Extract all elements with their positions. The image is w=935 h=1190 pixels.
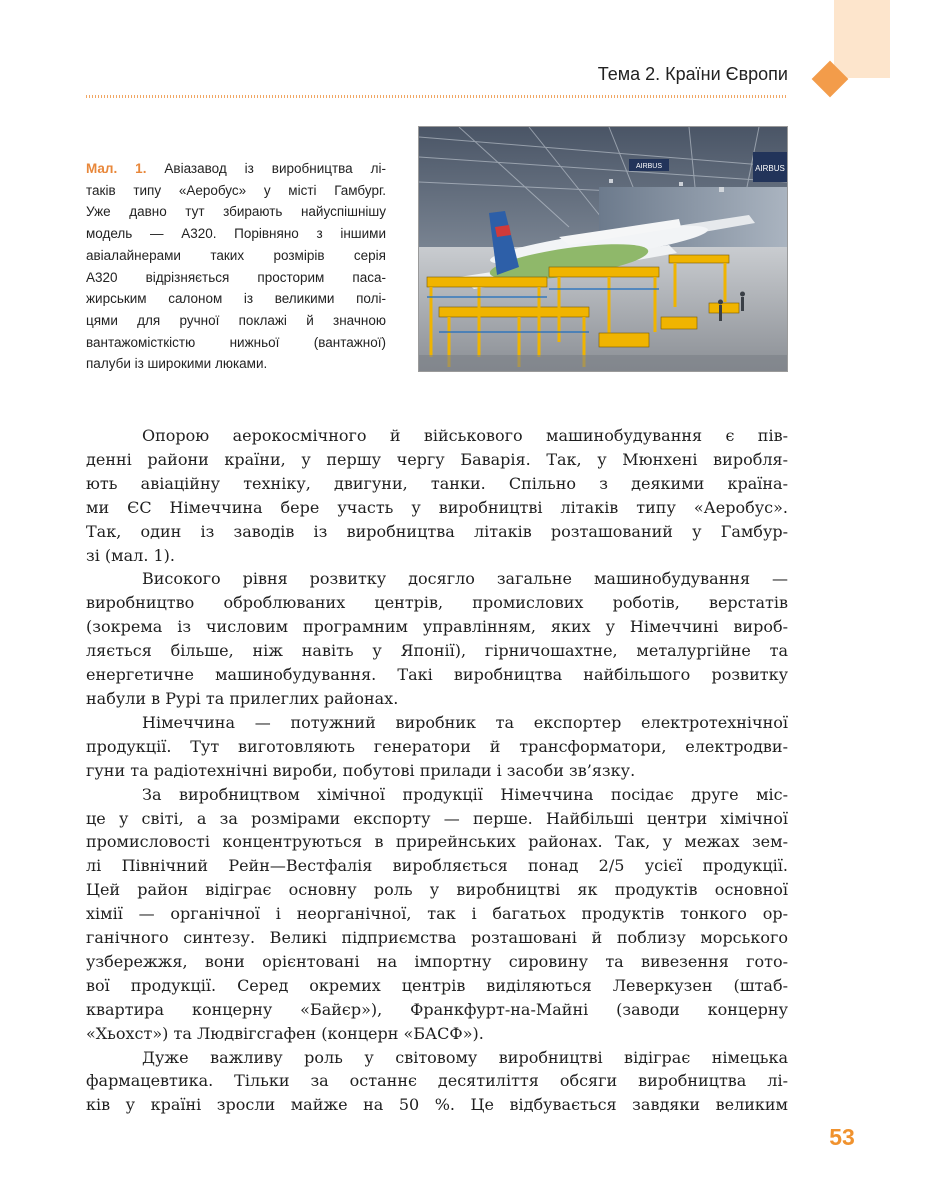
text-line: ганічного синтезу. Великі підприємства розташовані й поблизу морського <box>86 928 788 948</box>
text-line: набули в Рурі та прилеглих районах. <box>86 688 399 708</box>
text-line: фармацевтика. Тільки за останнє десятиліття обсяги виробництва лі- <box>86 1071 788 1091</box>
running-header-title: Тема 2. Країни Європи <box>597 64 788 84</box>
airbus-factory-photo <box>418 126 788 372</box>
caption-line: жирським салоном із великими полі- <box>86 291 386 307</box>
corner-tab-decoration <box>834 0 890 78</box>
caption-line: таків типу «Аеробус» у місті Гамбург. <box>86 182 386 198</box>
text-line: продукції. Тут виготовляють генератори й трансформатори, електродви- <box>86 736 788 756</box>
caption-line: А320 відрізняється просторим паса- <box>86 269 386 285</box>
text-line: узбережжя, вони орієнтовані на імпортну сировину та вивезення гото- <box>86 951 788 971</box>
text-line: вої продукції. Серед окремих центрів виділяються Леверкузен (штаб- <box>86 975 788 995</box>
text-line: ляється більше, ніж навіть у Японії), гірничошахтне, металургійне та <box>86 641 788 661</box>
text-line: За виробництвом хімічної продукції Німеччина посідає друге міс- <box>142 784 788 804</box>
body-text <box>86 424 788 1117</box>
caption-line: палуби із широкими люками. <box>86 356 268 372</box>
caption-line: Мал. 1. Авіазавод із виробництва лі- <box>86 161 386 176</box>
header-dotted-rule <box>86 95 788 98</box>
text-line: енергетичне машинобудування. Такі виробництва найбільшого розвитку <box>86 665 788 685</box>
text-line: ми ЄС Німеччина бере участь у виробництві літаків типу «Аеробус». <box>86 497 788 517</box>
text-line: (зокрема із числовим програмним управлінням, яких у Німеччині вироб- <box>86 617 788 637</box>
text-line: лі Північний Рейн—Вестфалія виробляється понад 2/5 усієї продукції. <box>86 856 788 876</box>
page-number: 53 <box>829 1124 855 1150</box>
text-line: промисловості концентруються в прирейнських районах. Так, у межах зем- <box>86 832 788 852</box>
figure-label: Мал. 1. <box>86 161 147 176</box>
text-line: виробництво оброблюваних центрів, промислових роботів, верстатів <box>86 593 788 613</box>
text-line: зі (мал. 1). <box>86 545 175 565</box>
text-line: «Хьохст») та Людвігсгафен (концерн «БАСФ»). <box>86 1023 484 1043</box>
text-line: ють авіаційну техніку, двигуни, танки. Спільно з деякими країна- <box>86 473 788 493</box>
text-line: Цей район відіграє основну роль у виробництві як продуктів основної <box>86 880 788 900</box>
text-line: квартира концерну «Байєр»), Франкфурт-на-Майні (заводи концерну <box>86 999 788 1019</box>
text-line: це у світі, а за розмірами експорту — перше. Найбільші центри хімічної <box>86 808 788 828</box>
photo-sign-left: AIRBUS <box>635 163 663 170</box>
text-line: ків у країні зросли майже на 50 %. Це відбувається завдяки великим <box>86 1095 788 1115</box>
text-line: Високого рівня розвитку досягло загальне машинобудування — <box>142 569 788 589</box>
caption-line: модель — А320. Порівняно з іншими <box>86 226 386 242</box>
text-line: гуни та радіотехнічні вироби, побутові прилади і засоби зв’язку. <box>86 760 636 780</box>
text-line: денні райони країни, у першу чергу Баварія. Так, у Мюнхені виробля- <box>86 449 788 469</box>
text-line: Опорою аерокосмічного й військового машинобудування є пів- <box>142 426 788 445</box>
text-line: Дуже важливу роль у світовому виробництві відіграє німецька <box>142 1047 788 1067</box>
factory-illustration <box>419 127 787 371</box>
text-line: Німеччина — потужний виробник та експортер електротехнічної <box>142 712 788 732</box>
caption-line: Уже давно тут збирають найуспішнішу <box>86 204 386 220</box>
caption-line: авіалайнерами таких розмірів серія <box>86 247 386 263</box>
text-line: Так, один із заводів із виробництва літаків розташований у Гамбур- <box>86 521 788 541</box>
caption-line: вантажомісткістю нижньої (вантажної) <box>86 334 386 350</box>
figure-caption <box>86 158 386 375</box>
caption-line: цями для ручної поклажі й значною <box>86 312 386 328</box>
photo-sign-right: AIRBUS <box>755 164 785 173</box>
text-line: хімії — органічної і неорганічної, так і багатьох продуктів тонкого ор- <box>86 904 788 924</box>
